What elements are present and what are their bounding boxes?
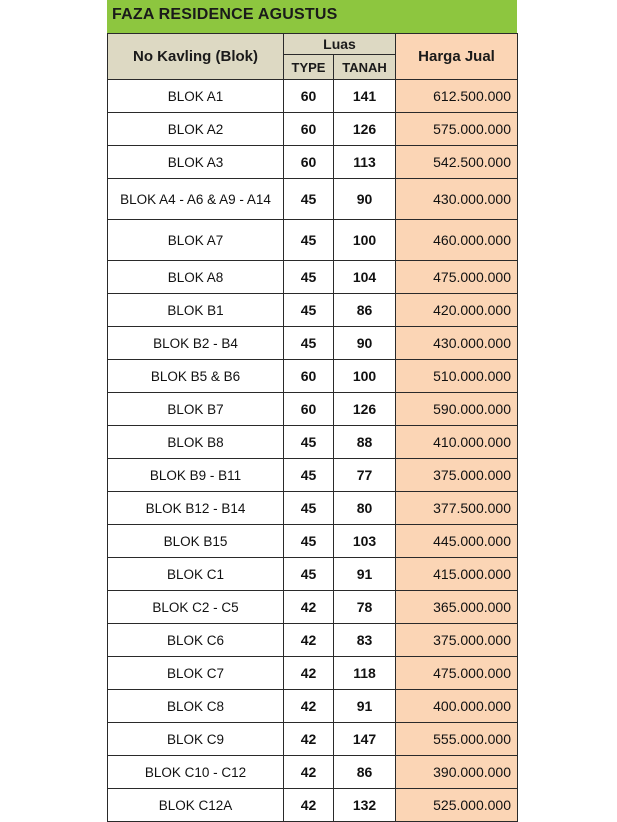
table-row	[108, 459, 518, 492]
table-row	[108, 723, 518, 756]
cell-blok: BLOK C1	[108, 558, 284, 591]
header-row	[108, 34, 518, 55]
cell-harga: 365.000.000	[396, 591, 518, 624]
table-row	[108, 690, 518, 723]
table-row	[108, 261, 518, 294]
cell-type: 42	[284, 657, 334, 690]
cell-tanah: 104	[334, 261, 396, 294]
table-row	[108, 789, 518, 822]
cell-harga: 430.000.000	[396, 179, 518, 220]
cell-blok: BLOK B12 - B14	[108, 492, 284, 525]
table-row	[108, 113, 518, 146]
cell-tanah: 83	[334, 624, 396, 657]
cell-harga: 475.000.000	[396, 261, 518, 294]
table-row	[108, 360, 518, 393]
column-header-luas: Luas	[284, 34, 396, 55]
cell-blok: BLOK B9 - B11	[108, 459, 284, 492]
column-header-tanah: TANAH	[334, 55, 396, 80]
cell-blok: BLOK C6	[108, 624, 284, 657]
cell-harga: 377.500.000	[396, 492, 518, 525]
cell-tanah: 126	[334, 113, 396, 146]
cell-type: 45	[284, 558, 334, 591]
table-header	[108, 34, 518, 80]
cell-tanah: 80	[334, 492, 396, 525]
cell-harga: 542.500.000	[396, 146, 518, 179]
cell-harga: 390.000.000	[396, 756, 518, 789]
cell-blok: BLOK C2 - C5	[108, 591, 284, 624]
table-row	[108, 657, 518, 690]
cell-harga: 525.000.000	[396, 789, 518, 822]
cell-type: 42	[284, 723, 334, 756]
cell-type: 45	[284, 294, 334, 327]
cell-tanah: 90	[334, 179, 396, 220]
cell-harga: 510.000.000	[396, 360, 518, 393]
cell-harga: 460.000.000	[396, 220, 518, 261]
cell-blok: BLOK B8	[108, 426, 284, 459]
table-row	[108, 624, 518, 657]
cell-blok: BLOK C7	[108, 657, 284, 690]
cell-harga: 410.000.000	[396, 426, 518, 459]
cell-type: 45	[284, 459, 334, 492]
table-row	[108, 426, 518, 459]
cell-tanah: 77	[334, 459, 396, 492]
table-row	[108, 591, 518, 624]
cell-type: 45	[284, 220, 334, 261]
cell-blok: BLOK C10 - C12	[108, 756, 284, 789]
cell-blok: BLOK C9	[108, 723, 284, 756]
cell-type: 42	[284, 789, 334, 822]
cell-type: 45	[284, 525, 334, 558]
cell-harga: 415.000.000	[396, 558, 518, 591]
cell-type: 60	[284, 113, 334, 146]
cell-harga: 430.000.000	[396, 327, 518, 360]
cell-blok: BLOK A4 - A6 & A9 - A14	[108, 179, 284, 220]
cell-type: 60	[284, 80, 334, 113]
price-table	[107, 33, 518, 822]
cell-tanah: 100	[334, 220, 396, 261]
table-row	[108, 294, 518, 327]
cell-type: 45	[284, 179, 334, 220]
table-row	[108, 525, 518, 558]
table-row	[108, 220, 518, 261]
cell-tanah: 91	[334, 558, 396, 591]
sheet-title: FAZA RESIDENCE AGUSTUS	[112, 6, 338, 23]
cell-type: 42	[284, 690, 334, 723]
table-row	[108, 327, 518, 360]
cell-harga: 555.000.000	[396, 723, 518, 756]
cell-tanah: 141	[334, 80, 396, 113]
table-row	[108, 393, 518, 426]
column-header-harga: Harga Jual	[396, 34, 518, 80]
cell-blok: BLOK C8	[108, 690, 284, 723]
cell-harga: 612.500.000	[396, 80, 518, 113]
cell-type: 42	[284, 591, 334, 624]
cell-harga: 400.000.000	[396, 690, 518, 723]
cell-harga: 590.000.000	[396, 393, 518, 426]
cell-type: 45	[284, 426, 334, 459]
cell-tanah: 86	[334, 294, 396, 327]
cell-harga: 475.000.000	[396, 657, 518, 690]
cell-blok: BLOK A8	[108, 261, 284, 294]
cell-harga: 575.000.000	[396, 113, 518, 146]
cell-blok: BLOK A2	[108, 113, 284, 146]
cell-type: 42	[284, 756, 334, 789]
cell-blok: BLOK B15	[108, 525, 284, 558]
cell-tanah: 147	[334, 723, 396, 756]
cell-type: 45	[284, 327, 334, 360]
column-header-type: TYPE	[284, 55, 334, 80]
table-row	[108, 756, 518, 789]
cell-tanah: 118	[334, 657, 396, 690]
cell-harga: 375.000.000	[396, 459, 518, 492]
column-header-blok: No Kavling (Blok)	[108, 34, 284, 80]
cell-type: 60	[284, 360, 334, 393]
table-body	[108, 80, 518, 822]
cell-type: 42	[284, 624, 334, 657]
cell-tanah: 113	[334, 146, 396, 179]
cell-harga: 375.000.000	[396, 624, 518, 657]
cell-harga: 420.000.000	[396, 294, 518, 327]
cell-tanah: 90	[334, 327, 396, 360]
cell-tanah: 100	[334, 360, 396, 393]
cell-type: 45	[284, 492, 334, 525]
table-row	[108, 179, 518, 220]
cell-blok: BLOK A3	[108, 146, 284, 179]
cell-blok: BLOK B2 - B4	[108, 327, 284, 360]
cell-type: 45	[284, 261, 334, 294]
cell-tanah: 91	[334, 690, 396, 723]
table-row	[108, 80, 518, 113]
cell-tanah: 86	[334, 756, 396, 789]
cell-blok: BLOK C12A	[108, 789, 284, 822]
cell-tanah: 132	[334, 789, 396, 822]
table-row	[108, 492, 518, 525]
cell-type: 60	[284, 146, 334, 179]
cell-harga: 445.000.000	[396, 525, 518, 558]
cell-tanah: 126	[334, 393, 396, 426]
cell-type: 60	[284, 393, 334, 426]
cell-tanah: 88	[334, 426, 396, 459]
cell-blok: BLOK A7	[108, 220, 284, 261]
cell-blok: BLOK A1	[108, 80, 284, 113]
cell-tanah: 78	[334, 591, 396, 624]
table-row	[108, 558, 518, 591]
cell-blok: BLOK B1	[108, 294, 284, 327]
cell-tanah: 103	[334, 525, 396, 558]
cell-blok: BLOK B7	[108, 393, 284, 426]
cell-blok: BLOK B5 & B6	[108, 360, 284, 393]
title-bar	[107, 0, 517, 33]
table-row	[108, 146, 518, 179]
